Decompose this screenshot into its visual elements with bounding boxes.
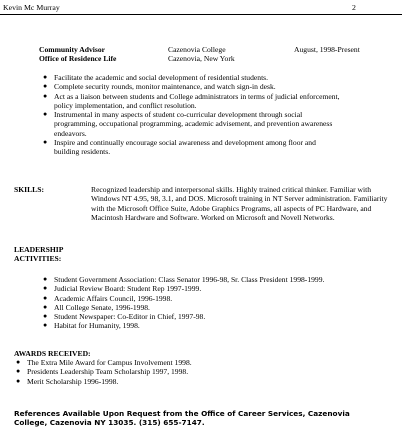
duty-text: Instrumental in many aspects of student co-curricular development through social programming, occupational programming, academic advisement, and prevention awareness endeavors. [54, 110, 333, 138]
list-item [41, 110, 341, 138]
job-employer: Cazenovia College [168, 45, 226, 54]
award-text: Merit Scholarship 1996-1998. [27, 376, 119, 386]
bullet-icon: ● [43, 91, 48, 100]
list-item [41, 275, 371, 284]
list-item [41, 92, 341, 111]
list-item [41, 284, 371, 293]
award-text: The Extra Mile Award for Campus Involvement 1998. [27, 358, 192, 367]
activity-text: Judicial Review Board: Student Rep 1997-1999. [54, 284, 202, 294]
leadership-heading-line1: LEADERSHIP [14, 245, 64, 254]
references-line1: References Available Upon Request from the Office of Career Services, Cazenovia [14, 409, 350, 418]
bullet-icon: ● [43, 275, 48, 283]
list-item [41, 294, 371, 303]
activity-text: Academic Affairs Council, 1996-1998. [54, 293, 173, 303]
list-item [14, 367, 344, 376]
activity-text: Student Newspaper: Co-Editor in Chief, 1997-98. [54, 312, 206, 321]
list-item [41, 321, 371, 330]
bullet-icon: ● [43, 321, 48, 330]
skills-heading: SKILLS: [14, 185, 44, 194]
header-name: Kevin Mc Murray [3, 3, 60, 12]
header-divider [0, 14, 402, 15]
duty-text: Complete security rounds, monitor maintenance, and watch sign-in desk. [54, 82, 276, 92]
bullet-icon: ● [43, 293, 48, 302]
bullet-icon: ● [43, 73, 48, 81]
activity-text: Student Government Association: Class Senator 1996-98, Sr. Class President 1998-1999. [54, 275, 325, 284]
leadership-heading-line2: ACTIVITIES: [14, 254, 62, 264]
job-organization: Office of Residence Life [39, 54, 117, 63]
awards-heading: AWARDS RECEIVED: [14, 349, 91, 358]
skills-paragraph: Recognized leadership and interpersonal skills. Highly trained critical thinker. Familiar with Windows NT 4.95, 98, 3.1, and DOS. Microsoft training in NT Server administration. Familiarity with the Microsoft Office Suite, Adobe Graphics Programs, all aspects of PC Hardware, and Macintosh Hardware and Software. Worked on Microsoft and Novell Networks. [91, 185, 388, 222]
job-location: Cazenovia, New York [168, 54, 235, 63]
bullet-icon: ● [16, 367, 21, 376]
activity-text: Habitat for Humanity, 1998. [54, 321, 140, 331]
job-title: Community Advisor [39, 45, 106, 54]
list-item [41, 303, 371, 312]
bullet-icon: ● [43, 302, 48, 311]
awards-list [14, 358, 344, 386]
bullet-icon: ● [43, 137, 48, 146]
award-text: Presidents Leadership Team Scholarship 1997, 1998. [27, 367, 189, 377]
bullet-icon: ● [43, 284, 48, 293]
references-note [14, 409, 374, 428]
references-line2: College, Cazenovia NY 13035. (315) 655-7147. [14, 418, 205, 428]
job-dates: August, 1998-Present [294, 45, 360, 54]
bullet-icon: ● [43, 312, 48, 320]
bullet-icon: ● [43, 82, 48, 91]
duty-text: Inspire and continually encourage social awareness and development among floor and building residents. [54, 137, 316, 156]
duty-text: Act as a liaison between students and College administrators in terms of judicial enforcement, policy implementation, and conflict resolution. [54, 91, 340, 110]
bullet-icon: ● [43, 110, 48, 118]
list-item [41, 312, 371, 321]
bullet-icon: ● [16, 358, 21, 366]
page-number: 2 [352, 3, 356, 12]
list-item [41, 73, 341, 82]
list-item [41, 138, 341, 157]
activities-list [41, 275, 371, 331]
duties-list [41, 73, 341, 156]
list-item [14, 377, 344, 386]
bullet-icon: ● [16, 376, 21, 385]
list-item [14, 358, 344, 367]
duty-text: Facilitate the academic and social development of residential students. [54, 73, 269, 82]
list-item [41, 82, 341, 91]
activity-text: All College Senate, 1996-1998. [54, 302, 150, 312]
leadership-heading [14, 245, 74, 264]
